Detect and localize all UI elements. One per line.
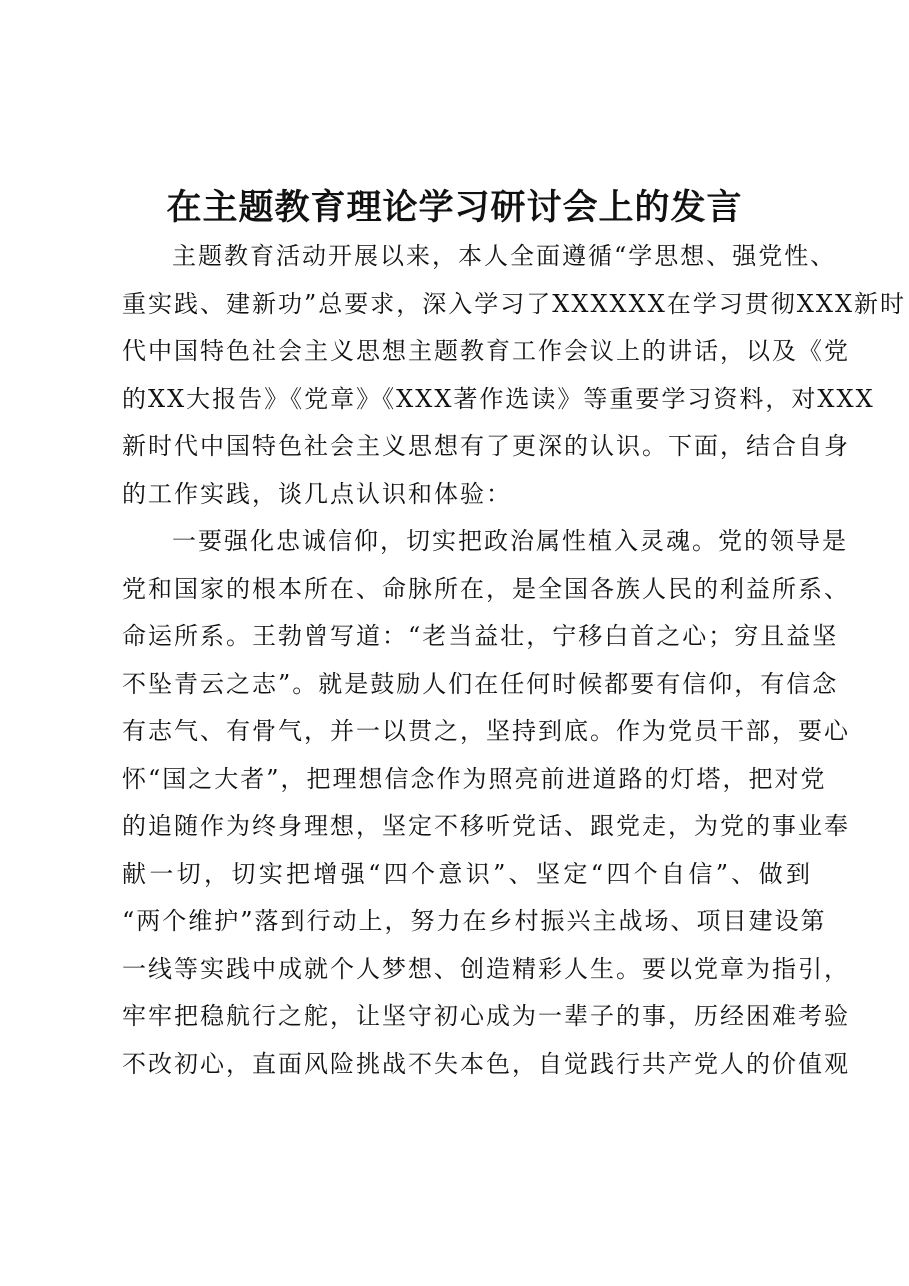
document-title: 在主题教育理论学习研讨会上的发言 (166, 187, 743, 228)
document-body (122, 233, 907, 1088)
paragraph-line: 一要强化忠诚信仰，切实把政治属性植入灵魂。党的领导是 (172, 527, 848, 555)
paragraph-line: 重实践、建新功”总要求，深入学习了XXXXXX在学习贯彻XXX新时 (122, 289, 907, 318)
paragraph-line: 牢牢把稳航行之舵，让坚守初心成为一辈子的事，历经困难考验 (122, 1002, 850, 1030)
paragraph-line: 一线等实践中成就个人梦想、创造精彩人生。要以党章为指引， (122, 954, 850, 983)
paragraph-line: 不坠青云之志”。就是鼓励人们在任何时候都要有信仰，有信念 (122, 669, 839, 698)
paragraph-line: 的XX大报告》《党章》《XXX著作选读》等重要学习资料，对XXX (122, 384, 875, 413)
paragraph-line: 怀“国之大者”，把理想信念作为照亮前进道路的灯塔，把对党 (122, 764, 827, 793)
paragraph-intro (122, 233, 907, 518)
paragraph-line: 新时代中国特色社会主义思想有了更深的认识。下面，结合自身 (122, 432, 850, 460)
paragraph-line: 党和国家的根本所在、命脉所在，是全国各族人民的利益所系、 (122, 574, 850, 603)
paragraph-line: 命运所系。王勃曾写道：“老当益壮，宁移白首之心；穷且益坚 (122, 622, 839, 650)
paragraph-line: 主题教育活动开展以来，本人全面遵循“学思想、强党性、 (172, 242, 837, 270)
paragraph-line: 献一切，切实把增强“四个意识”、坚定“四个自信”、做到 (122, 859, 812, 888)
paragraph-line: 的工作实践，谈几点认识和体验： (122, 479, 512, 508)
paragraph-line: 代中国特色社会主义思想主题教育工作会议上的讲话，以及《党 (122, 337, 850, 365)
paragraph-line: “两个维护”落到行动上，努力在乡村振兴主战场、项目建设第 (122, 907, 827, 935)
paragraph-line: 不改初心，直面风险挑战不失本色，自觉践行共产党人的价值观 (122, 1049, 850, 1078)
paragraph-line: 的追随作为终身理想，坚定不移听党话、跟党走，为党的事业奉 (122, 812, 850, 840)
paragraph-line: 有志气、有骨气，并一以贯之，坚持到底。作为党员干部，要心 (122, 717, 850, 745)
paragraph-point-one (122, 518, 850, 1088)
